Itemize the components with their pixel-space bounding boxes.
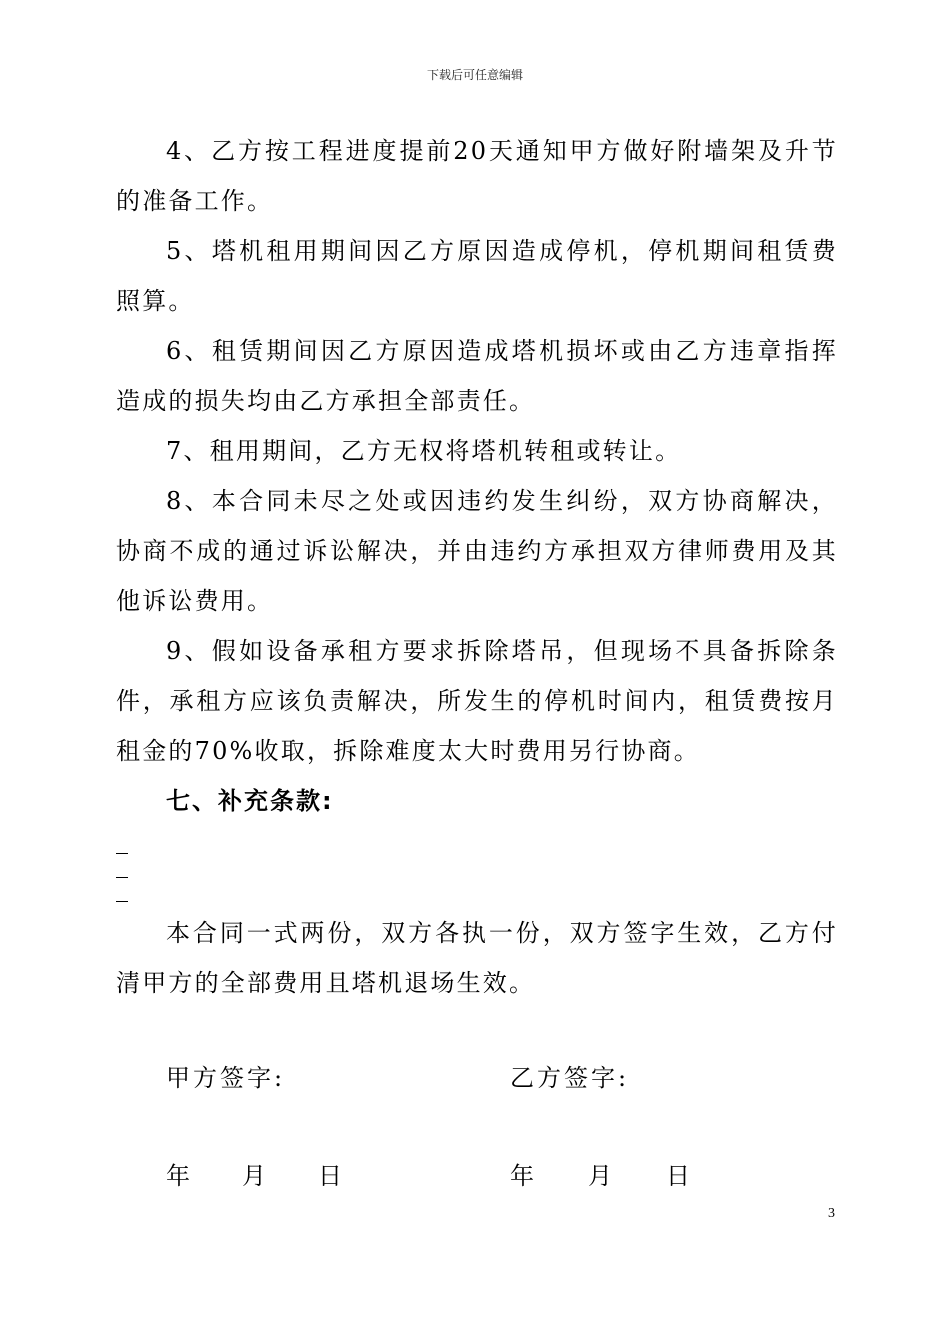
party-a-date-day: 日 [318, 1162, 345, 1190]
clause-6: 6、租赁期间因乙方原因造成塔机损坏或由乙方违章指挥造成的损失均由乙方承担全部责任。 [116, 337, 838, 415]
party-a-date-year: 年 [166, 1162, 193, 1190]
supplementary-blank-lines [116, 830, 838, 902]
blank-line [116, 878, 128, 902]
section-heading-supplementary: 七、补充条款: [166, 787, 334, 815]
document-body [116, 126, 838, 1008]
clause-8: 8、本合同未尽之处或因违约发生纠纷，双方协商解决，协商不成的通过诉讼解决，并由违约方承担双方律师费用及其他诉讼费用。 [116, 487, 838, 615]
party-b-signature-label: 乙方签字: [510, 1064, 630, 1092]
clause-5: 5、塔机租用期间因乙方原因造成停机，停机期间租赁费照算。 [116, 237, 838, 315]
clause-7: 7、租用期间，乙方无权将塔机转租或转让。 [166, 437, 682, 465]
clause-9: 9、假如设备承租方要求拆除塔吊，但现场不具备拆除条件，承租方应该负责解决，所发生的停机时间内，租赁费按月租金的70%收取，拆除难度太大时费用另行协商。 [116, 637, 838, 765]
party-b-date-year: 年 [510, 1162, 537, 1190]
clause-4: 4、乙方按工程进度提前20天通知甲方做好附墙架及升节的准备工作。 [116, 137, 838, 215]
party-a-signature-label: 甲方签字: [166, 1064, 286, 1092]
page-header: 下载后可任意编辑 [426, 68, 523, 82]
page-number: 3 [828, 1206, 835, 1221]
blank-line [116, 854, 128, 878]
party-b-date-day: 日 [666, 1162, 693, 1190]
closing-paragraph: 本合同一式两份，双方各执一份，双方签字生效，乙方付清甲方的全部费用且塔机退场生效。 [116, 919, 838, 997]
party-a-date-month: 月 [242, 1162, 269, 1190]
blank-line [116, 830, 128, 854]
party-b-date-month: 月 [588, 1162, 615, 1190]
